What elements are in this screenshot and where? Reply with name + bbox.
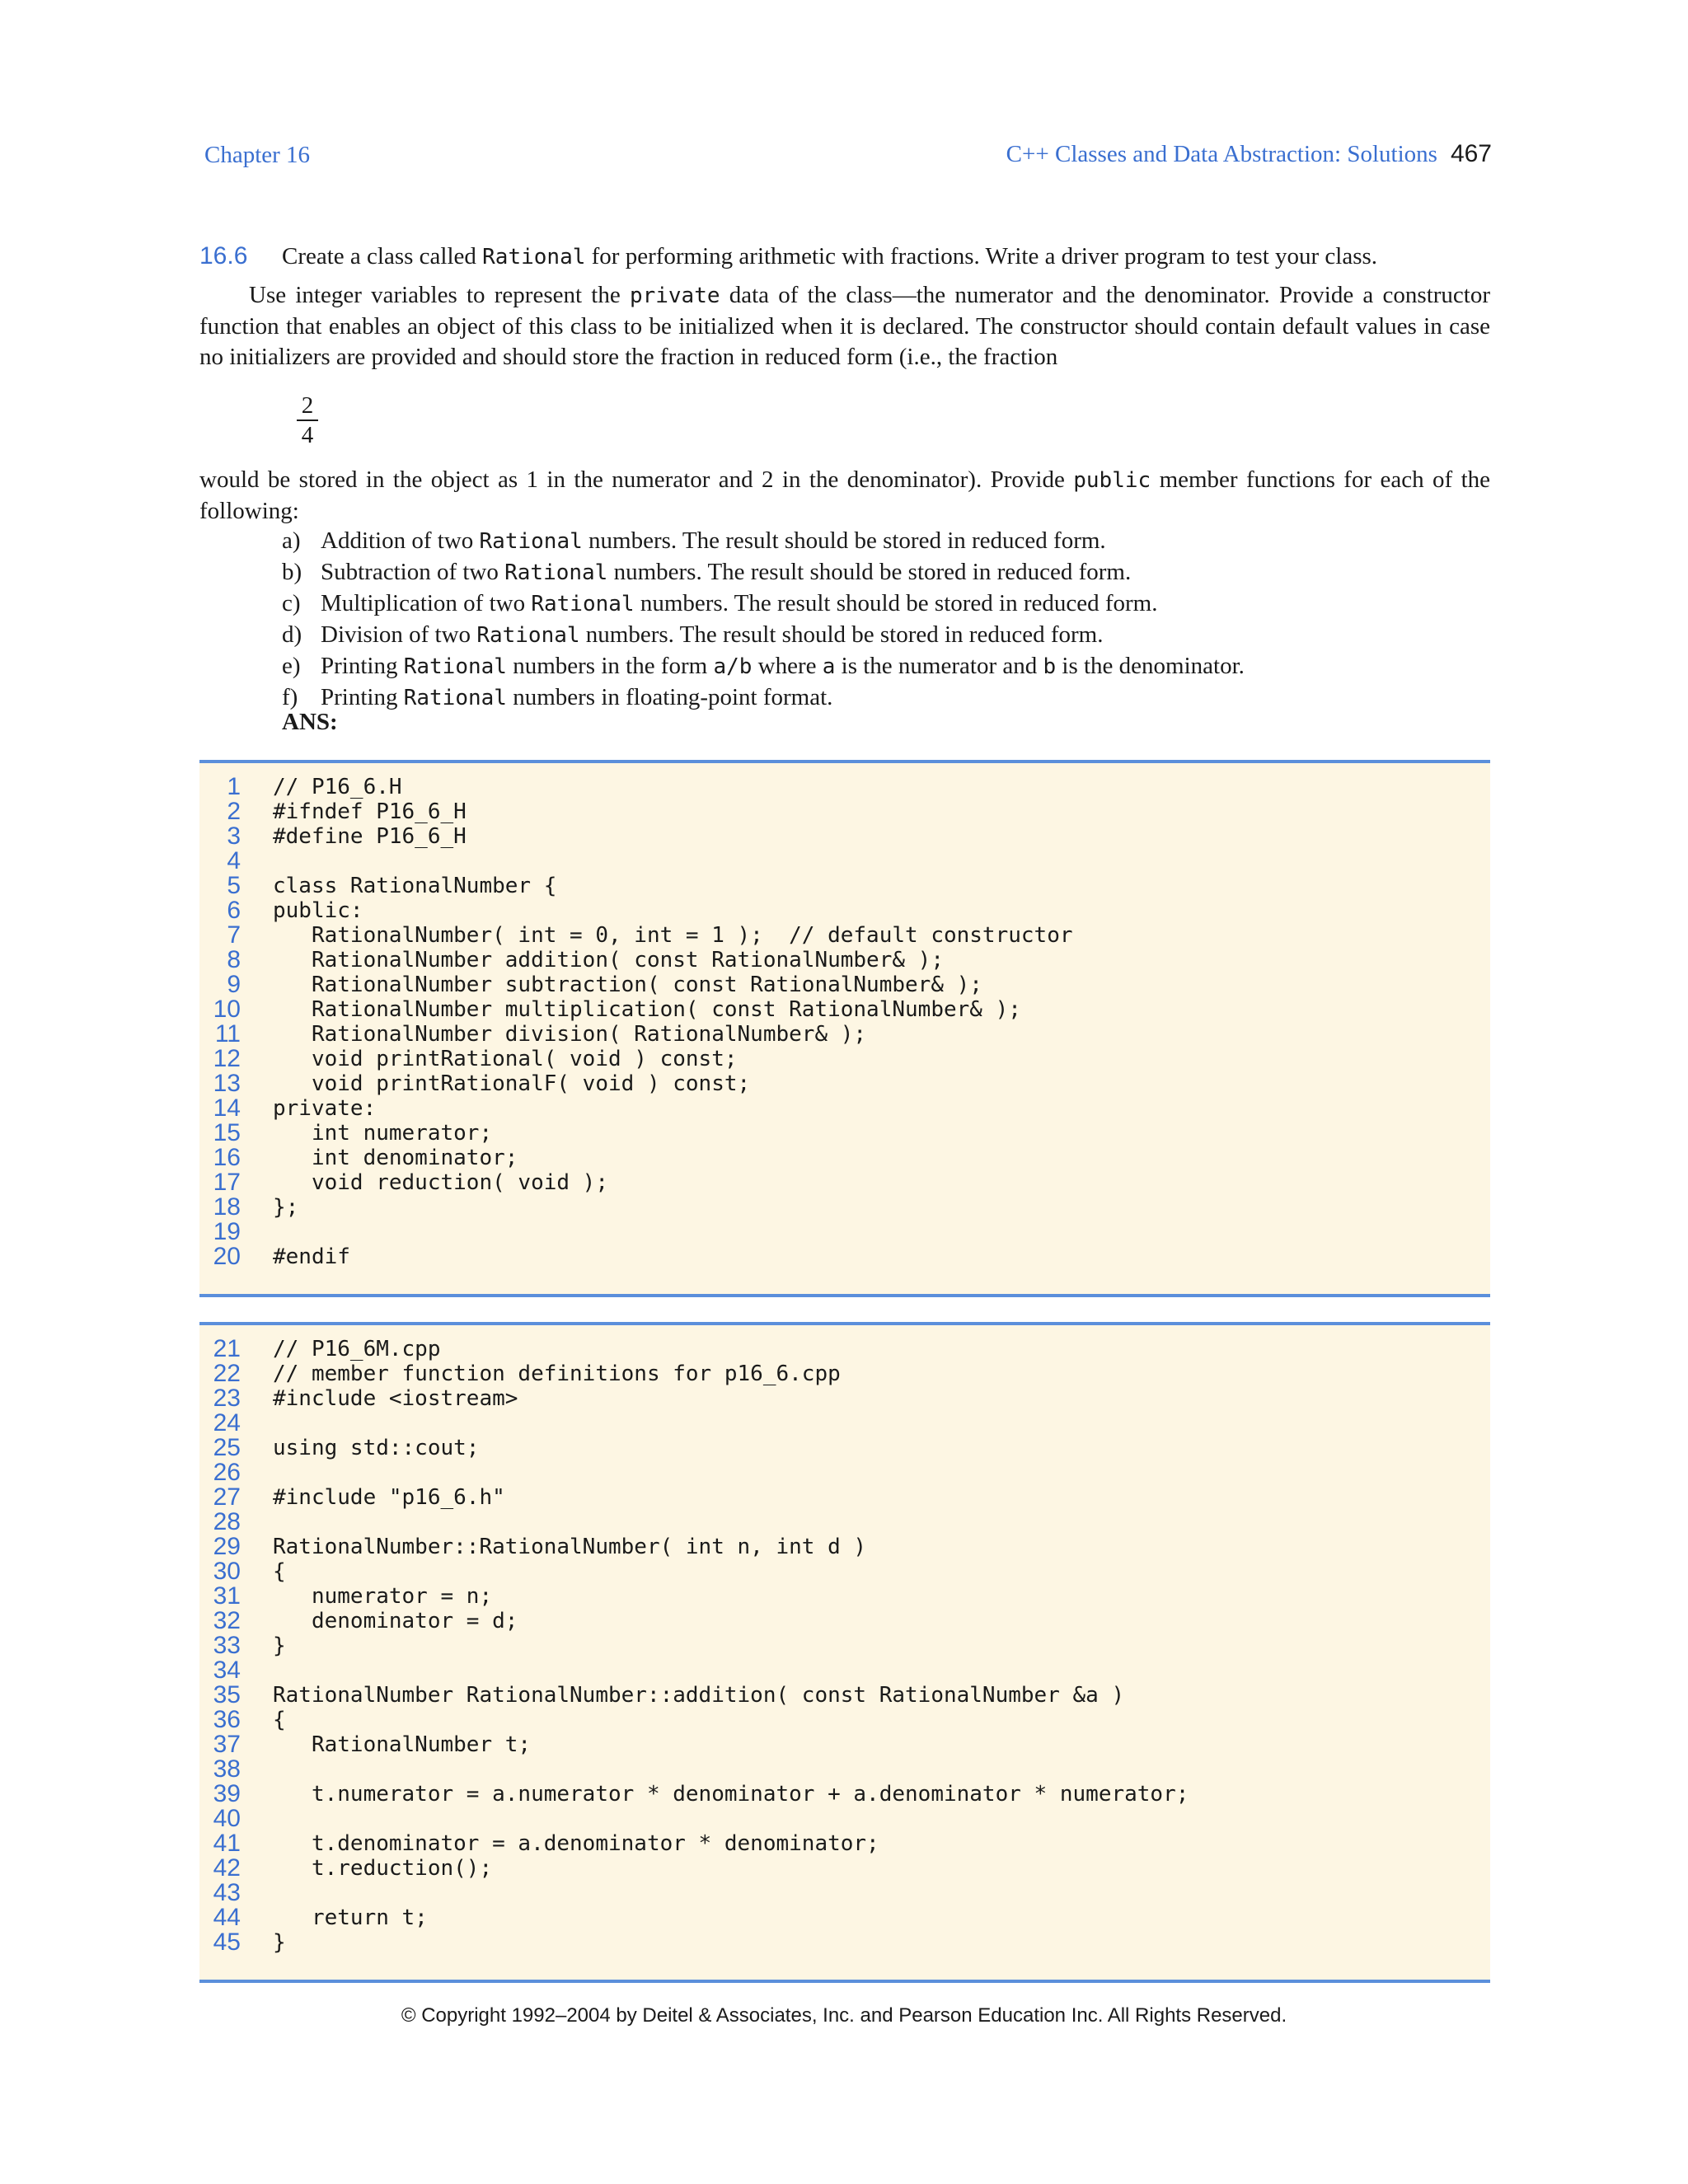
code-text: numerator = n; bbox=[273, 1584, 493, 1609]
code-line bbox=[199, 849, 1490, 874]
answer-label: ANS: bbox=[282, 709, 338, 735]
code-text: RationalNumber addition( const RationalNumber& ); bbox=[273, 948, 944, 972]
line-number: 15 bbox=[213, 1119, 241, 1146]
list-item: e) Printing Rational numbers in the form a/b where a is the numerator and b is the denominator. bbox=[282, 653, 1245, 679]
page-number: 467 bbox=[1450, 140, 1492, 167]
code-text: // member function definitions for p16_6.cpp bbox=[273, 1361, 841, 1386]
question-number: 16.6 bbox=[199, 242, 248, 269]
code-text: { bbox=[273, 1708, 286, 1732]
code-text: void printRationalF( void ) const; bbox=[273, 1071, 751, 1096]
line-number: 13 bbox=[213, 1070, 241, 1097]
question-text-before: Create a class called bbox=[282, 243, 476, 269]
line-number: 33 bbox=[213, 1632, 241, 1659]
paragraph-2-before: would be stored in the object as 1 in the numerator and 2 in the denominator). Provide bbox=[199, 466, 1065, 493]
line-number: 18 bbox=[213, 1193, 241, 1221]
paragraph-2-after: member functions for each of the following: bbox=[199, 466, 1491, 524]
code-line bbox=[199, 874, 1490, 898]
code-line bbox=[199, 799, 1490, 824]
running-header bbox=[1006, 140, 1492, 168]
list-item: f) Printing Rational numbers in floating-point format. bbox=[282, 684, 833, 710]
line-number: 36 bbox=[213, 1706, 241, 1733]
line-number: 29 bbox=[213, 1533, 241, 1560]
question-code: Rational bbox=[482, 245, 586, 269]
line-number: 27 bbox=[213, 1483, 241, 1511]
code-line bbox=[199, 1633, 1490, 1658]
code-line bbox=[199, 1683, 1490, 1708]
code-line bbox=[199, 1244, 1490, 1269]
code-text: } bbox=[273, 1633, 286, 1658]
code-text: public: bbox=[273, 898, 363, 923]
paragraph-1-after: data of the class—the numerator and the denominator. Provide a constructor function that enables an object of this class to be initialized when it is declared. The constructor should contain default values in case no initializers are provided and should store the fraction in reduced form (i.e., the fraction bbox=[199, 282, 1490, 370]
code-line bbox=[199, 1361, 1490, 1386]
question-heading bbox=[199, 241, 1490, 273]
code-line bbox=[199, 948, 1490, 972]
code-line bbox=[199, 1584, 1490, 1609]
line-number: 4 bbox=[227, 847, 241, 874]
code-text: private: bbox=[273, 1096, 377, 1121]
line-number: 8 bbox=[227, 946, 241, 973]
code-listing-header bbox=[199, 760, 1490, 1297]
code-line bbox=[199, 1047, 1490, 1071]
code-text: #endif bbox=[273, 1244, 350, 1269]
code-text: void printRational( void ) const; bbox=[273, 1047, 738, 1071]
code-line bbox=[199, 1146, 1490, 1170]
code-text: class RationalNumber { bbox=[273, 874, 557, 898]
copyright-notice: © Copyright 1992–2004 by Deitel & Associates, Inc. and Pearson Education Inc. All Rights Reserved. bbox=[401, 2004, 1287, 2027]
line-number: 34 bbox=[213, 1657, 241, 1684]
code-line bbox=[199, 1782, 1490, 1807]
line-number: 1 bbox=[227, 773, 241, 800]
code-text: RationalNumber division( RationalNumber& ); bbox=[273, 1022, 867, 1047]
code-line bbox=[199, 1170, 1490, 1195]
code-listing-implementation bbox=[199, 1322, 1490, 1983]
line-number: 26 bbox=[213, 1459, 241, 1486]
line-number: 44 bbox=[213, 1904, 241, 1931]
line-number: 25 bbox=[213, 1434, 241, 1461]
line-number: 35 bbox=[213, 1681, 241, 1708]
code-text: RationalNumber( int = 0, int = 1 ); // default constructor bbox=[273, 923, 1073, 948]
code-line bbox=[199, 1436, 1490, 1460]
line-number: 38 bbox=[213, 1755, 241, 1783]
code-text: t.numerator = a.numerator * denominator + a.denominator * numerator; bbox=[273, 1782, 1189, 1807]
code-line bbox=[199, 1831, 1490, 1856]
line-number: 20 bbox=[213, 1243, 241, 1270]
line-number: 28 bbox=[213, 1508, 241, 1535]
line-number: 23 bbox=[213, 1385, 241, 1412]
code-line bbox=[199, 1195, 1490, 1220]
code-line bbox=[199, 1071, 1490, 1096]
code-text: using std::cout; bbox=[273, 1436, 480, 1460]
line-number: 5 bbox=[227, 872, 241, 899]
code-line bbox=[199, 1609, 1490, 1633]
code-line bbox=[199, 923, 1490, 948]
line-number: 37 bbox=[213, 1731, 241, 1758]
code-line bbox=[199, 1460, 1490, 1485]
code-line bbox=[199, 1930, 1490, 1955]
code-text: denominator = d; bbox=[273, 1609, 518, 1633]
line-number: 24 bbox=[213, 1409, 241, 1436]
code-line bbox=[199, 1856, 1490, 1881]
line-number: 45 bbox=[213, 1929, 241, 1956]
code-text: #define P16_6_H bbox=[273, 824, 467, 849]
code-line bbox=[199, 1220, 1490, 1244]
code-text: t.denominator = a.denominator * denominator; bbox=[273, 1831, 879, 1856]
list-item: c) Multiplication of two Rational numbers. The result should be stored in reduced form. bbox=[282, 590, 1158, 616]
code-line bbox=[199, 1559, 1490, 1584]
code-line bbox=[199, 1337, 1490, 1361]
code-line bbox=[199, 1905, 1490, 1930]
chapter-label: Chapter 16 bbox=[204, 142, 311, 168]
line-number: 43 bbox=[213, 1879, 241, 1906]
line-number: 22 bbox=[213, 1360, 241, 1387]
code-line bbox=[199, 997, 1490, 1022]
line-number: 16 bbox=[213, 1144, 241, 1171]
list-item: b) Subtraction of two Rational numbers. The result should be stored in reduced form. bbox=[282, 559, 1132, 585]
code-line bbox=[199, 775, 1490, 799]
code-text: int numerator; bbox=[273, 1121, 493, 1146]
code-text: RationalNumber::RationalNumber( int n, int d ) bbox=[273, 1535, 867, 1559]
line-number: 19 bbox=[213, 1218, 241, 1245]
line-number: 30 bbox=[213, 1558, 241, 1585]
code-text: { bbox=[273, 1559, 286, 1584]
line-number: 7 bbox=[227, 921, 241, 949]
fraction-denominator: 4 bbox=[301, 422, 314, 448]
line-number: 42 bbox=[213, 1854, 241, 1882]
code-text: void reduction( void ); bbox=[273, 1170, 608, 1195]
line-number: 39 bbox=[213, 1780, 241, 1807]
code-line bbox=[199, 824, 1490, 849]
chapter-title: C++ Classes and Data Abstraction: Solutions bbox=[1006, 141, 1437, 167]
line-number: 12 bbox=[213, 1045, 241, 1072]
code-line bbox=[199, 1121, 1490, 1146]
code-line bbox=[199, 1022, 1490, 1047]
code-line bbox=[199, 1096, 1490, 1121]
paragraph-2-code: public bbox=[1073, 468, 1151, 493]
line-number: 10 bbox=[213, 996, 241, 1023]
paragraph-1 bbox=[199, 280, 1490, 373]
code-line bbox=[199, 1881, 1490, 1905]
line-number: 2 bbox=[227, 798, 241, 825]
code-line bbox=[199, 1658, 1490, 1683]
line-number: 14 bbox=[213, 1094, 241, 1122]
line-number: 6 bbox=[227, 897, 241, 924]
code-line bbox=[199, 1510, 1490, 1535]
line-number: 32 bbox=[213, 1607, 241, 1634]
code-text: }; bbox=[273, 1195, 299, 1220]
code-line bbox=[199, 1535, 1490, 1559]
code-text: RationalNumber subtraction( const RationalNumber& ); bbox=[273, 972, 982, 997]
code-text: #include <iostream> bbox=[273, 1386, 518, 1411]
code-line bbox=[199, 1732, 1490, 1757]
requirements-list bbox=[282, 526, 1245, 714]
code-text: RationalNumber t; bbox=[273, 1732, 532, 1757]
question-text-after: for performing arithmetic with fractions. Write a driver program to test your class. bbox=[591, 243, 1378, 269]
code-line bbox=[199, 972, 1490, 997]
paragraph-1-code: private bbox=[629, 284, 720, 308]
code-text: t.reduction(); bbox=[273, 1856, 493, 1881]
code-line bbox=[199, 1807, 1490, 1831]
line-number: 3 bbox=[227, 823, 241, 850]
line-number: 17 bbox=[213, 1169, 241, 1196]
line-number: 9 bbox=[227, 971, 241, 998]
code-line bbox=[199, 1757, 1490, 1782]
code-text: } bbox=[273, 1930, 286, 1955]
code-text: // P16_6.H bbox=[273, 775, 402, 799]
code-line bbox=[199, 1708, 1490, 1732]
code-text: RationalNumber RationalNumber::addition( const RationalNumber &a ) bbox=[273, 1683, 1125, 1708]
fraction bbox=[297, 391, 318, 449]
list-item: a) Addition of two Rational numbers. The result should be stored in reduced form. bbox=[282, 527, 1106, 554]
line-number: 11 bbox=[214, 1020, 241, 1047]
code-line bbox=[199, 1411, 1490, 1436]
code-text: return t; bbox=[273, 1905, 428, 1930]
code-line bbox=[199, 1386, 1490, 1411]
code-line bbox=[199, 898, 1490, 923]
code-text: int denominator; bbox=[273, 1146, 518, 1170]
code-text: // P16_6M.cpp bbox=[273, 1337, 441, 1361]
paragraph-2 bbox=[199, 465, 1490, 527]
code-line bbox=[199, 1485, 1490, 1510]
code-text: #include "p16_6.h" bbox=[273, 1485, 505, 1510]
line-number: 31 bbox=[213, 1582, 241, 1610]
code-text: #ifndef P16_6_H bbox=[273, 799, 467, 824]
line-number: 21 bbox=[213, 1335, 241, 1362]
line-number: 41 bbox=[213, 1830, 241, 1857]
list-item: d) Division of two Rational numbers. The result should be stored in reduced form. bbox=[282, 621, 1104, 648]
code-text: RationalNumber multiplication( const RationalNumber& ); bbox=[273, 997, 1021, 1022]
paragraph-1-before: Use integer variables to represent the bbox=[249, 282, 621, 308]
fraction-numerator: 2 bbox=[297, 391, 318, 421]
line-number: 40 bbox=[213, 1805, 241, 1832]
